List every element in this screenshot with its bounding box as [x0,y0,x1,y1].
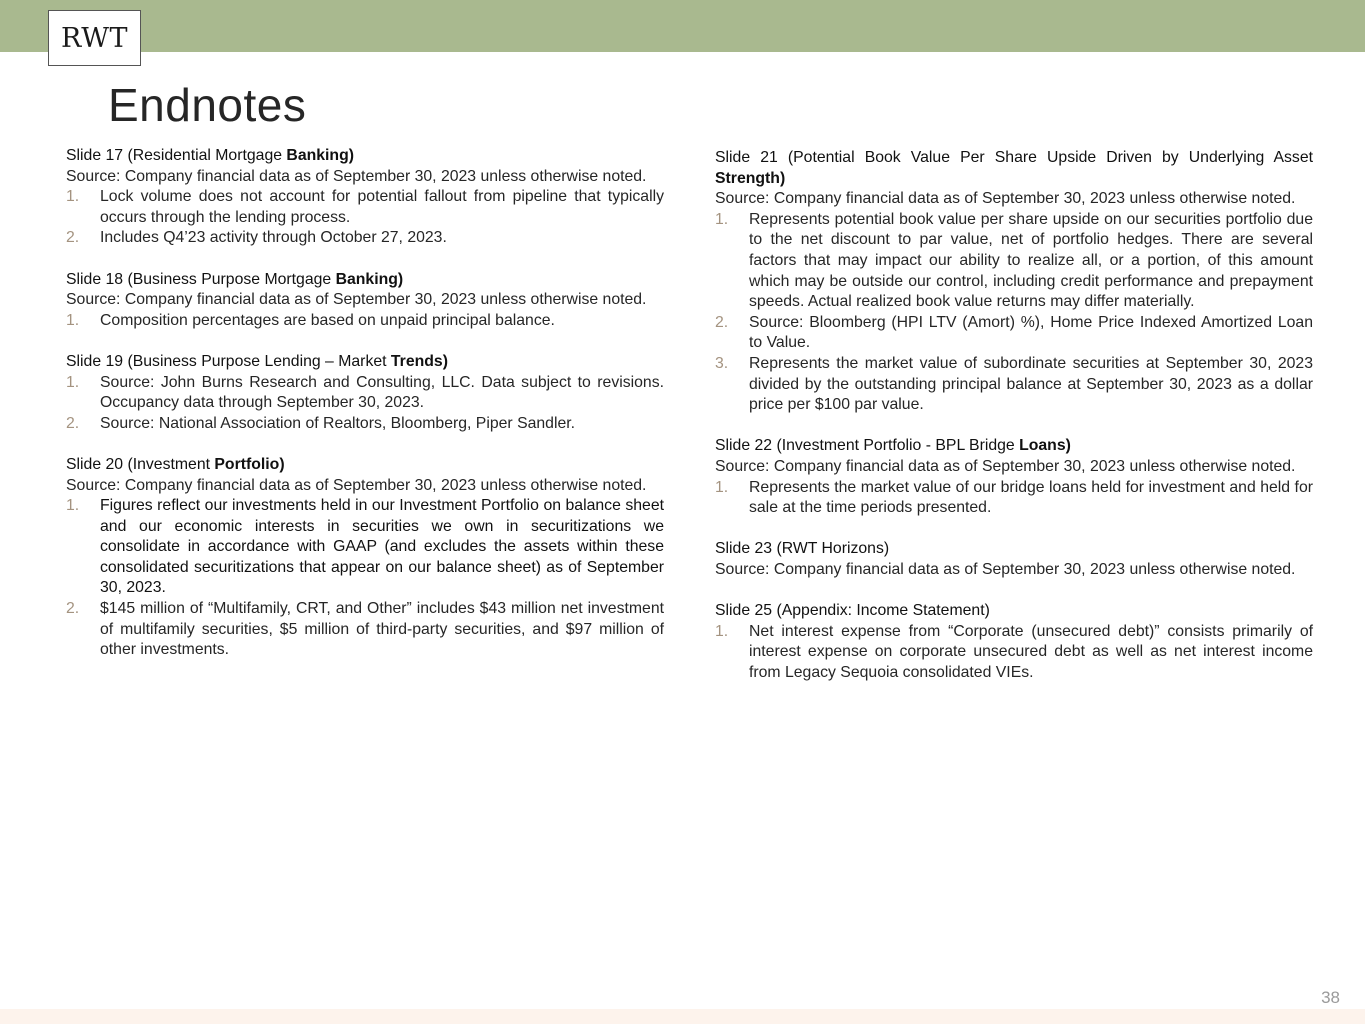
endnote-slide-23 [715,539,1313,580]
endnote-slide-20 [66,455,664,661]
right-column [715,148,1313,704]
endnote-slide-18 [66,270,664,332]
list-item: 2. $145 million of “Multifamily, CRT, and Other” includes $43 million net investment of multifamily securities, $5 million of third-party securities, and $97 million of other investments. [66,600,664,659]
section-heading: Slide 25 (Appendix: Income Statement) [715,602,990,620]
page-number: 38 [1321,988,1340,1007]
list-item: 1. Net interest expense from “Corporate (unsecured debt)” consists primarily of interest expense on corporate unsecured debt as well as net interest income from Legacy Sequoia consolidated VIEs. [715,622,1313,681]
logo-text: RWT [61,22,128,54]
list-item: 1. Represents potential book value per share upside on our securities portfolio due to the net discount to par value, net of portfolio hedges. There are several factors that may impact our ability to realize all, or a portion, of this amount which may be outside our control, including credit performance and prepayment speeds. Actual realized book value returns may differ materially. [715,210,1313,311]
header-band [0,0,1365,52]
list-item: 3. Represents the market value of subordinate securities at September 30, 2023 divided by the outstanding principal balance at September 30, 2023 as a dollar price per $100 par value. [715,354,1313,414]
list-item: 1. Source: John Burns Research and Consulting, LLC. Data subject to revisions. Occupancy data through September 30, 2023. [66,373,664,412]
list-item: 2. Source: National Association of Realtors, Bloomberg, Piper Sandler. [66,414,576,432]
endnote-slide-21 [715,148,1313,416]
section-heading: Slide 21 (Potential Book Value Per Share Upside Driven by Underlying Asset Strength) [715,149,1313,187]
list-item: 1. Composition percentages are based on unpaid principal balance. [66,311,555,329]
section-heading: Slide 20 (Investment Portfolio) [66,455,285,473]
list-item: 1. Figures reflect our investments held in our Investment Portfolio on balance sheet and our economic interests in securities we own in securitizations we consolidate in accordance with GAAP (and excludes the assets within these consolidated securitizations that appear on our balance sheet) as of September 30, 2023. [66,497,664,597]
endnote-slide-17 [66,146,664,249]
section-heading: Slide 18 (Business Purpose Mortgage Banking) [66,270,404,288]
left-column [66,146,664,681]
source-note: Source: Company financial data as of September 30, 2023 unless otherwise noted. [715,560,1296,578]
endnote-slide-22 [715,436,1313,518]
company-logo [48,10,141,66]
source-note: Source: Company financial data as of September 30, 2023 unless otherwise noted. [66,167,647,185]
endnote-slide-19 [66,352,664,434]
section-heading: Slide 19 (Business Purpose Lending – Market Trends) [66,352,448,370]
list-item: 2. Includes Q4’23 activity through October 27, 2023. [66,229,447,247]
source-note: Source: Company financial data as of September 30, 2023 unless otherwise noted. [715,190,1296,208]
list-item: 2. Source: Bloomberg (HPI LTV (Amort) %), Home Price Indexed Amortized Loan to Value. [715,313,1313,352]
section-heading: Slide 22 (Investment Portfolio - BPL Bridge Loans) [715,437,1071,455]
source-note: Source: Company financial data as of September 30, 2023 unless otherwise noted. [66,476,647,494]
section-heading: Slide 23 (RWT Horizons) [715,540,890,558]
footer-band [0,1009,1365,1024]
endnote-slide-25 [715,601,1313,683]
section-heading: Slide 17 (Residential Mortgage Banking) [66,147,354,164]
list-item: 1. Represents the market value of our bridge loans held for investment and held for sale at the time periods presented. [715,478,1313,517]
source-note: Source: Company financial data as of September 30, 2023 unless otherwise noted. [715,457,1296,475]
list-item: 1. Lock volume does not account for potential fallout from pipeline that typically occurs through the lending process. [66,188,664,226]
page-title: Endnotes [108,79,307,131]
source-note: Source: Company financial data as of September 30, 2023 unless otherwise noted. [66,291,647,309]
